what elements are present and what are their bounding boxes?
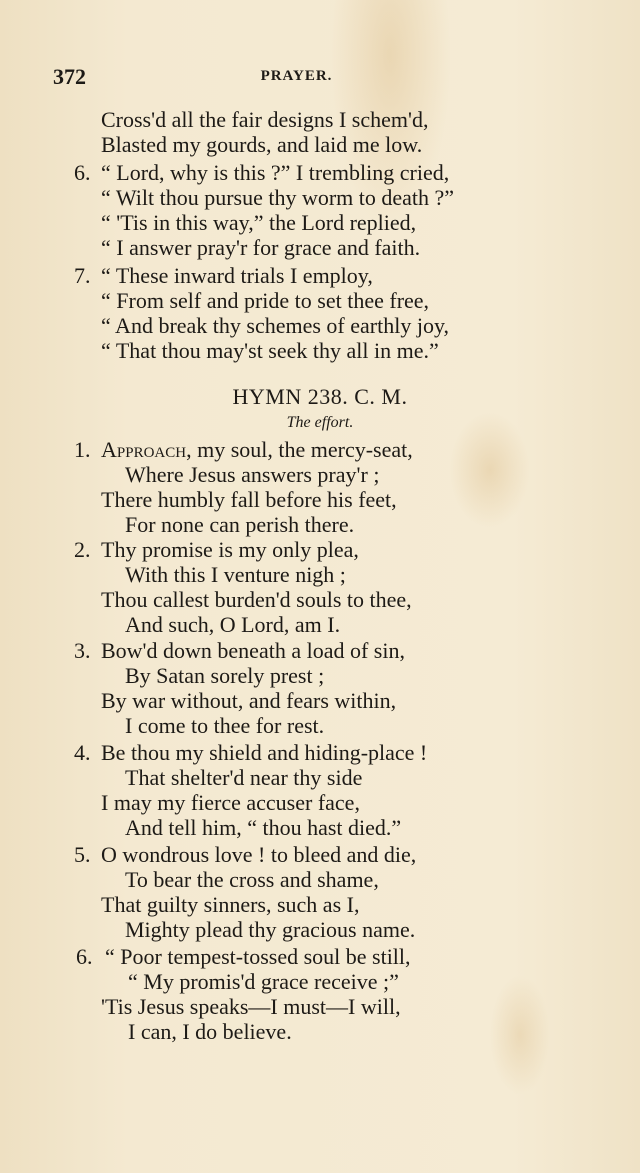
verse-line: “ Wilt thou pursue thy worm to death ?” [101, 185, 455, 210]
verse-line: By Satan sorely prest ; [125, 663, 325, 688]
verse-line: And such, O Lord, am I. [125, 612, 341, 637]
verse-line: Thou callest burden'd souls to thee, [101, 587, 412, 612]
verse-line: I may my fierce accuser face, [101, 790, 360, 815]
verse-line: That guilty sinners, such as I, [101, 892, 360, 917]
verse-line: “ 'Tis in this way,” the Lord replied, [101, 210, 417, 235]
verse-number: 2. [74, 537, 91, 562]
verse-line: And tell him, “ thou hast died.” [125, 815, 402, 840]
hymn-title: HYMN 238. C. M. [232, 384, 408, 409]
verse-line: With this I venture nigh ; [125, 562, 346, 587]
verse-line: “ That thou may'st seek thy all in me.” [101, 338, 439, 363]
verse-line: “ These inward trials I employ, [101, 263, 373, 288]
verse-line [101, 437, 413, 463]
verse-number: 7. [74, 263, 91, 288]
verse-number: 1. [74, 437, 91, 462]
verse-number: 4. [74, 740, 91, 765]
verse-line: To bear the cross and shame, [125, 867, 379, 892]
verse-line: “ My promis'd grace receive ;” [128, 969, 399, 994]
hymn-subtitle: The effort. [286, 414, 354, 431]
verse-line: By war without, and fears within, [101, 688, 397, 713]
verse-line: For none can perish there. [125, 512, 355, 537]
verse-line: “ From self and pride to set thee free, [101, 288, 430, 313]
verse-line: Bow'd down beneath a load of sin, [101, 638, 405, 663]
verse-line: Where Jesus answers pray'r ; [125, 462, 380, 487]
verse-line: Cross'd all the fair designs I schem'd, [101, 107, 429, 132]
verse-number: 3. [74, 638, 91, 663]
verse-line: “ And break thy schemes of earthly joy, [101, 313, 450, 338]
verse-line: 'Tis Jesus speaks—I must—I will, [101, 994, 401, 1019]
page-number: 372 [53, 64, 86, 89]
verse-line: I can, I do believe. [128, 1019, 292, 1044]
verse-number: 6. [76, 944, 93, 969]
verse-line: “ Poor tempest-tossed soul be still, [105, 944, 411, 969]
verse-line: O wondrous love ! to bleed and die, [101, 842, 417, 867]
verse-line: That shelter'd near thy side [125, 765, 363, 790]
verse-line: Thy promise is my only plea, [101, 537, 359, 562]
verse-line: Mighty plead thy gracious name. [125, 917, 416, 942]
verse-line: There humbly fall before his feet, [101, 487, 397, 512]
verse-number: 5. [74, 842, 91, 867]
running-title: PRAYER. [260, 68, 333, 84]
verse-line: Blasted my gourds, and laid me low. [101, 132, 423, 157]
verse-line: Be thou my shield and hiding-place ! [101, 740, 428, 765]
first-word: Approach [101, 437, 187, 462]
verse-line: I come to thee for rest. [125, 713, 325, 738]
verse-line: “ Lord, why is this ?” I trembling cried, [101, 160, 450, 185]
first-line-rest: , my soul, the mercy-seat, [186, 437, 413, 462]
verse-number: 6. [74, 160, 91, 185]
page-header [53, 64, 540, 88]
verse-line: “ I answer pray'r for grace and faith. [101, 235, 421, 260]
